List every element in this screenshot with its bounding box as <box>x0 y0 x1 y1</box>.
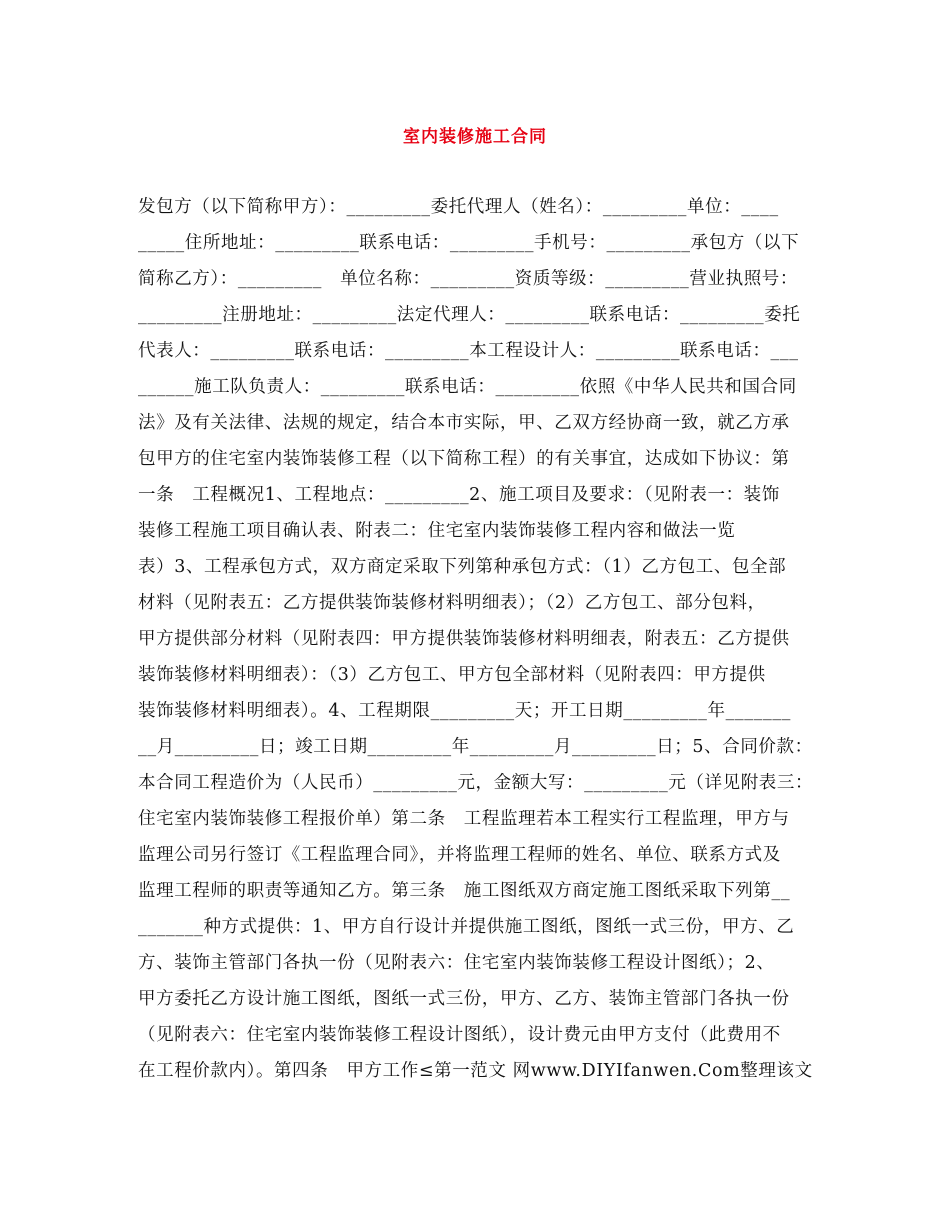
text-line: __月_________日；竣工日期_________年_________月_________日；5、合同价款： <box>138 737 813 757</box>
text-line: 方、装饰主管部门各执一份（见附表六：住宅室内装饰装修工程设计图纸）；2、 <box>138 953 775 973</box>
text-line: 简称乙方）：_________ 单位名称：_________资质等级：_________营业执照号： <box>138 269 798 289</box>
text-line: 法》及有关法律、法规的规定，结合本市实际，甲、乙双方经协商一致，就乙方承 <box>138 413 790 433</box>
text-line: 装修工程施工项目确认表、附表二：住宅室内装饰装修工程内容和做法一览 <box>138 521 736 541</box>
text-line: 表）3、工程承包方式，双方商定采取下列第种承包方式：（1）乙方包工、包全部 <box>138 557 787 577</box>
text-line: 材料（见附表五：乙方提供装饰装修材料明细表）；（2）乙方包工、部分包料， <box>138 593 766 613</box>
text-line: 监理工程师的职责等通知乙方。第三条 施工图纸双方商定施工图纸采取下列第__ <box>138 881 791 901</box>
text-line: _______种方式提供：1、甲方自行设计并提供施工图纸，图纸一式三份，甲方、乙 <box>138 917 795 937</box>
text-line: _____住所地址：_________联系电话：_________手机号：_________承包方（以下 <box>138 233 800 253</box>
text-line: 装饰装修材料明细表）。4、工程期限_________天；开工日期_________年_______ <box>138 701 792 721</box>
text-line: 住宅室内装饰装修工程报价单）第二条 工程监理若本工程实行工程监理，甲方与 <box>138 809 790 829</box>
text-line: 在工程价款内）。第四条 甲方工作≤第一范文 网www.DIYIfanwen.Com整理该文 <box>138 1061 813 1081</box>
text-line: 发包方（以下简称甲方）：_________委托代理人（姓名）：_________单位：____ <box>138 197 779 217</box>
text-line: 甲方委托乙方设计施工图纸，图纸一式三份，甲方、乙方、装饰主管部门各执一份 <box>138 989 790 1009</box>
document-title: 室内装修施工合同 <box>403 127 547 147</box>
text-line: _________注册地址：_________法定代理人：_________联系电话：_________委托 <box>138 305 801 325</box>
text-line: 装饰装修材料明细表）：（3）乙方包工、甲方包全部材料（见附表四：甲方提供 <box>138 665 766 685</box>
text-line: 本合同工程造价为（人民币）_________元，金额大写：_________元（详见附表三： <box>138 773 814 793</box>
text-line: 包甲方的住宅室内装饰装修工程（以下简称工程）的有关事宜，达成如下协议：第 <box>138 449 790 469</box>
text-line: （见附表六：住宅室内装饰装修工程设计图纸），设计费元由甲方支付（此费用不 <box>138 1025 781 1045</box>
text-line: 代表人：_________联系电话：_________本工程设计人：_________联系电话：___ <box>138 341 799 361</box>
text-line: 一条 工程概况1、工程地点：_________2、施工项目及要求：（见附表一：装饰 <box>138 485 780 505</box>
text-line: 监理公司另行签订《工程监理合同》，并将监理工程师的姓名、单位、联系方式及 <box>138 845 781 865</box>
text-line: 甲方提供部分材料（见附表四：甲方提供装饰装修材料明细表，附表五：乙方提供 <box>138 629 790 649</box>
contract-body <box>138 189 814 1089</box>
text-line: ______施工队负责人：_________联系电话：_________依照《中华人民共和国合同 <box>138 377 797 397</box>
